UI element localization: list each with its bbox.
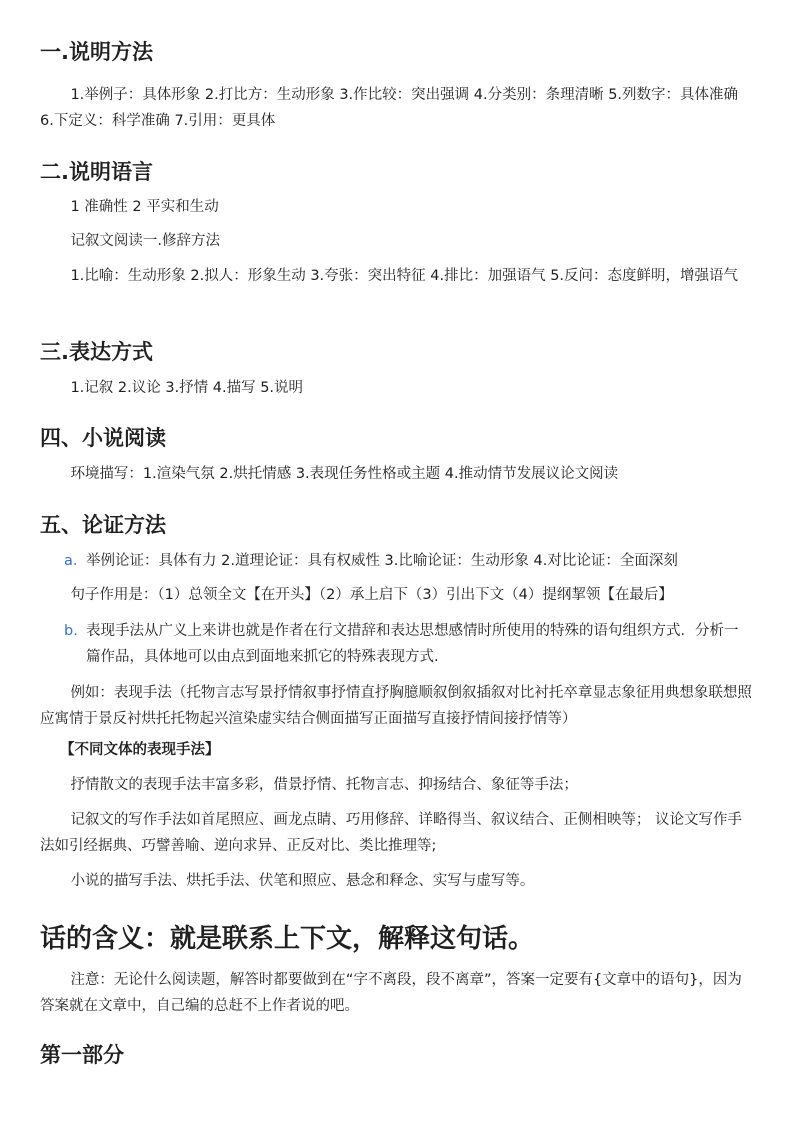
big-title-sentence-meaning: 话的含义：就是联系上下文，解释这句话。: [40, 924, 535, 954]
paragraph-narrative-rhetoric-heading: 记叙文阅读一.修辞方法: [70, 233, 221, 249]
section-title-explanation-methods: 一.说明方法: [40, 40, 153, 64]
paragraph-language-traits: 1 准确性 2 平实和生动: [70, 199, 219, 215]
list-text-a: 举例论证：具体有力 2.道理论证：具有权威性 3.比喻论证：生动形象 4.对比论证：全面深刻: [86, 553, 678, 569]
paragraph-expression-techniques-example: 例如：表现手法（托物言志写景抒情叙事抒情直抒胸臆顺叙倒叙插叙对比衬托卒章显志象征用典想象联想照应寓情于景反衬烘托托物起兴渲染虚实结合侧面描写正面描写直接抒情间接抒情等）: [40, 685, 752, 727]
paragraph-rhetoric-list: 1.比喻：生动形象 2.拟人：形象生动 3.夸张：突出特征 4.排比：加强语气 5.反问：态度鲜明，增强语气: [70, 268, 739, 284]
list-marker-b: b.: [64, 623, 78, 639]
section-title-argument-methods: 五、论证方法: [40, 513, 166, 537]
paragraph-lyric-prose-techniques: 抒情散文的表现手法丰富多彩，借景抒情、托物言志、抑扬结合、象征等手法；: [70, 777, 578, 793]
subheading-genre-techniques: 【不同文体的表现手法】: [60, 742, 220, 758]
section-title-part-one: 第一部分: [40, 1043, 124, 1067]
paragraph-explanation-methods: 1.举例子：具体形象 2.打比方：生动形象 3.作比较：突出强调 4.分类别：条理清晰 5.列数字：具体准确 6.下定义：科学准确 7.引用：更具体: [40, 87, 739, 129]
paragraph-narrative-argument-techniques: 记叙文的写作手法如首尾照应、画龙点睛、巧用修辞、详略得当、叙议结合、正侧相映等； 议论文写作手法如引经据典、巧譬善喻、逆向求异、正反对比、类比推理等;: [40, 812, 743, 854]
paragraph-novel-techniques: 小说的描写手法、烘托手法、伏笔和照应、悬念和释念、实写与虚写等。: [70, 873, 535, 889]
list-item-a: [64, 548, 776, 574]
paragraph-expression-modes: 1.记叙 2.议论 3.抒情 4.描写 5.说明: [70, 380, 304, 396]
list-item-b: [64, 618, 748, 670]
paragraph-answer-note: 注意：无论什么阅读题，解答时都要做到在“字不离段，段不离章”，答案一定要有{文章中的语句}，因为答案就在文章中，自己编的总赶不上作者说的吧。: [40, 972, 742, 1014]
paragraph-sentence-function: 句子作用是：（1）总领全文【在开头】（2）承上启下（3）引出下文（4）提纲挈领【在最后】: [70, 587, 673, 603]
list-text-b: 表现手法从广义上来讲也就是作者在行文措辞和表达思想感情时所使用的特殊的语句组织方式．分析一篇作品，具体地可以由点到面地来抓它的特殊表现方式.: [86, 623, 739, 665]
section-title-explanation-language: 二.说明语言: [40, 160, 153, 184]
paragraph-environment-description: 环境描写：1.渲染气氛 2.烘托情感 3.表现任务性格或主题 4.推动情节发展议论文阅读: [70, 466, 619, 482]
section-title-expression-modes: 三.表达方式: [40, 340, 153, 364]
section-title-novel-reading: 四、小说阅读: [40, 426, 166, 450]
list-marker-a: a.: [64, 553, 78, 569]
